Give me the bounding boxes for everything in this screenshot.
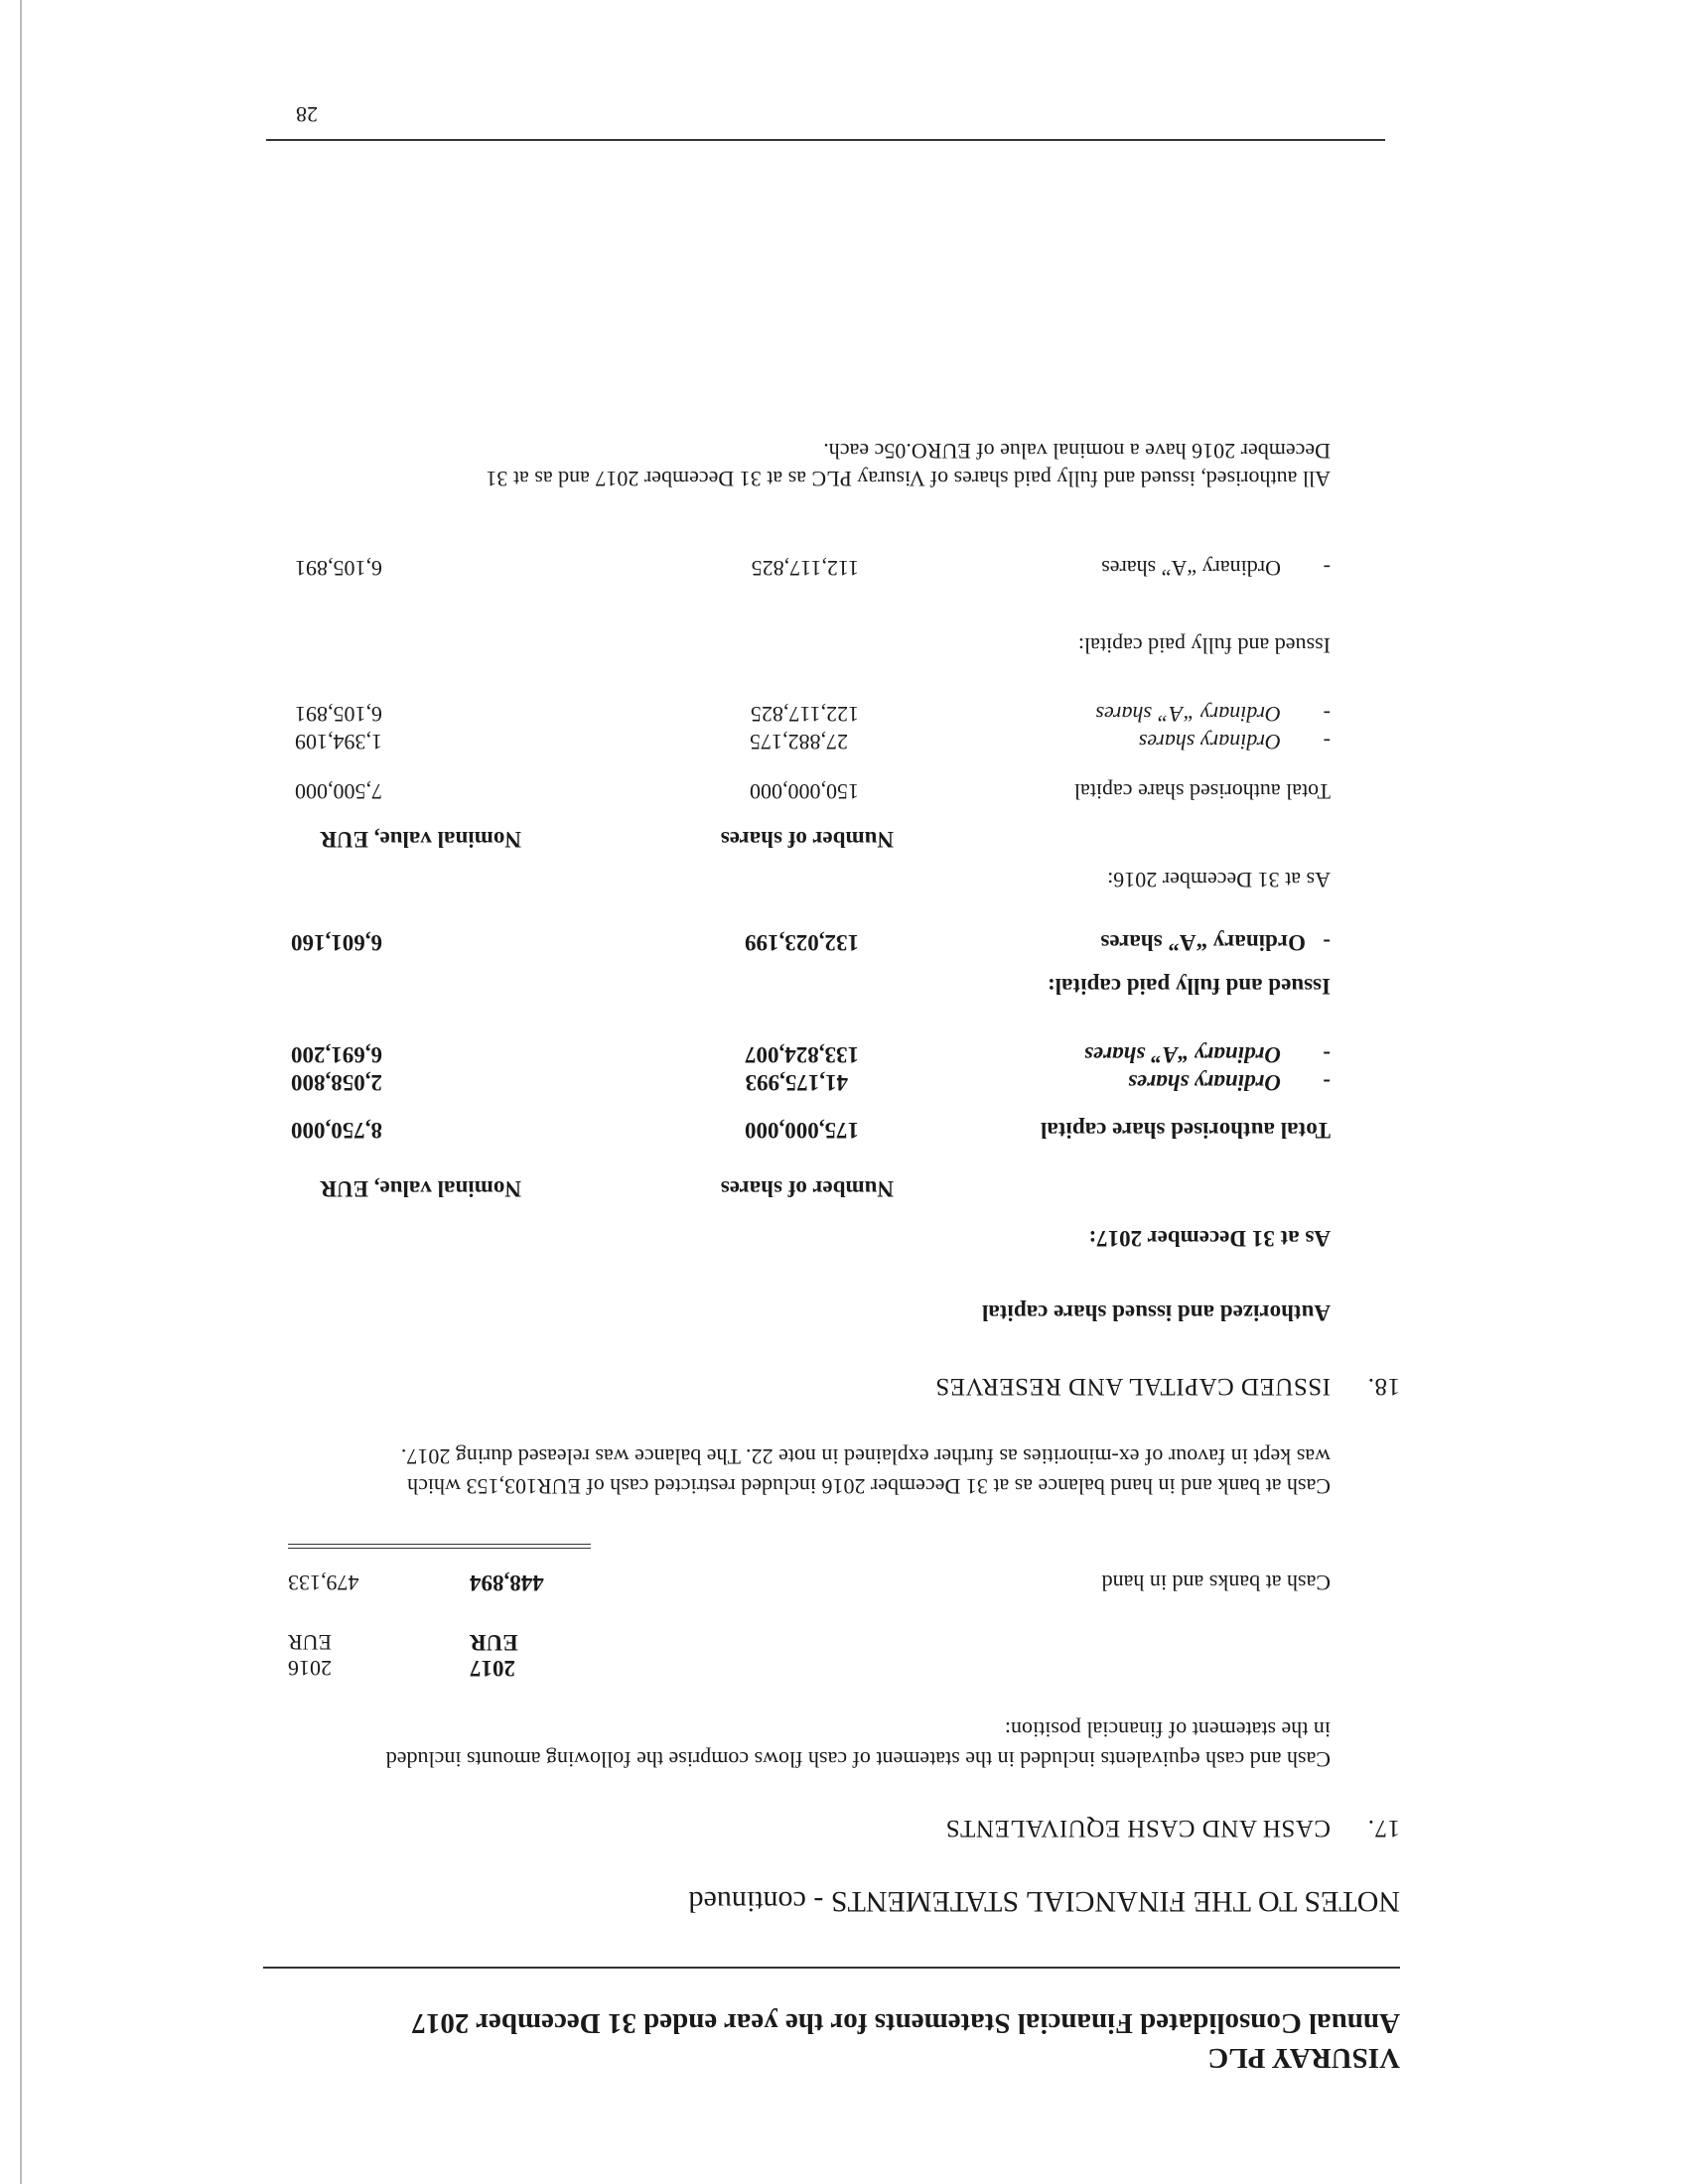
notes-title: NOTES TO THE FINANCIAL STATEMENTS - continued: [688, 1885, 1400, 1918]
total-authorised-value-2017: 8,750,000: [291, 1118, 382, 1143]
col-2017-year: 2017: [470, 1656, 515, 1681]
cash-row-label: Cash at banks and in hand: [1101, 1570, 1331, 1595]
as-at-2016: As at 31 December 2016:: [1107, 868, 1331, 892]
note18-heading: ISSUED CAPITAL AND RESERVES: [934, 1373, 1331, 1400]
total-authorised-label-2016: Total authorised share capital: [1073, 779, 1331, 804]
issued-row-label-2017: Ordinary “A” shares: [1100, 930, 1306, 955]
ordinary-label-2016: Ordinary shares: [1138, 730, 1281, 754]
footer-rule: [266, 139, 1385, 141]
cash-2017-value: 448,894: [470, 1570, 544, 1595]
cash-2016-value: 479,133: [288, 1570, 359, 1595]
total-authorised-label-2017: Total authorised share capital: [1040, 1118, 1331, 1143]
issued-dash-2017: -: [1323, 930, 1331, 955]
ordinary-label-2017: Ordinary shares: [1127, 1070, 1281, 1095]
col-2016-year: 2016: [288, 1656, 332, 1681]
ordinary-shares-2017: 41,175,993: [745, 1070, 848, 1095]
closing-line1: All authorised, issued and fully paid shares of Visuray PLC as at 31 December 2017 and as at 31: [486, 467, 1331, 491]
issued-label-2016: Issued and fully paid capital:: [1077, 633, 1331, 658]
note17-para-line2: was kept in favour of ex-minorities as further explained in note 22. The balance was released during 2017.: [400, 1444, 1331, 1469]
ordinary-a-row-2016: [1095, 701, 1331, 727]
total-authorised-shares-2016: 150,000,000: [750, 779, 859, 804]
ordinary-value-2017: 2,058,800: [291, 1070, 382, 1095]
col-number-of-shares-2017: Number of shares: [720, 1176, 894, 1201]
ordinary-a-shares-2016: 122,117,825: [750, 702, 859, 727]
total-authorised-value-2016: 7,500,000: [295, 779, 382, 804]
col-2017-unit: EUR: [470, 1630, 518, 1655]
total-double-rule: [288, 1544, 591, 1549]
note18-number: 18.: [1367, 1373, 1400, 1400]
ordinary-row-2016: [1139, 729, 1331, 754]
scan-edge-line: [20, 0, 22, 2184]
issued-shares-2016: 112,117,825: [751, 556, 859, 581]
ordinary-a-value-2017: 6,691,200: [291, 1042, 382, 1067]
total-authorised-shares-2017: 175,000,000: [745, 1118, 859, 1143]
ordinary-value-2016: 1,394,109: [295, 730, 382, 754]
ordinary-a-value-2016: 6,105,891: [295, 702, 382, 727]
ordinary-a-label-2017: Ordinary “A” shares: [1083, 1042, 1281, 1067]
note17-number: 17.: [1367, 1815, 1400, 1842]
issued-dash-2016: -: [1323, 556, 1331, 581]
share-capital-subheading: Authorized and issued share capital: [981, 1300, 1331, 1325]
ordinary-a-label-2016: Ordinary “A” shares: [1095, 702, 1281, 727]
note17-para-line1: Cash at bank and in hand balance as at 31 December 2016 included restricted cash of EUR103,153 which: [407, 1474, 1331, 1499]
ordinary-a-shares-2017: 133,824,007: [745, 1042, 859, 1067]
issued-value-2016: 6,105,891: [295, 556, 382, 581]
ordinary-a-dash-2017: -: [1323, 1042, 1331, 1067]
col-number-of-shares-2016: Number of shares: [720, 827, 894, 852]
ordinary-a-dash-2016: -: [1323, 702, 1331, 727]
company-name: VISURAY PLC: [1207, 2042, 1400, 2074]
page-number: 28: [296, 102, 318, 127]
col-2016-unit: EUR: [288, 1630, 332, 1655]
header-rule: [263, 1967, 1400, 1969]
issued-row-2016: [1101, 555, 1331, 581]
col-nominal-value-2016: Nominal value, EUR: [320, 827, 521, 852]
note17-intro-line1: Cash and cash equivalents included in the statement of cash flows comprise the following amounts included: [385, 1747, 1331, 1772]
ordinary-row-2017: [1128, 1069, 1331, 1095]
ordinary-a-row-2017: [1084, 1041, 1331, 1067]
closing-line2: December 2016 have a nominal value of EURO.05c each.: [823, 439, 1331, 464]
as-at-2017: As at 31 December 2017:: [1088, 1226, 1331, 1251]
issued-label-2017: Issued and fully paid capital:: [1047, 974, 1331, 999]
col-nominal-value-2017: Nominal value, EUR: [320, 1176, 521, 1201]
issued-row-label-2016: Ordinary “A” shares: [1101, 556, 1281, 581]
note17-intro-line2: in the statement of financial position:: [1004, 1717, 1331, 1742]
ordinary-dash-2016: -: [1323, 730, 1331, 754]
ordinary-dash-2017: -: [1323, 1070, 1331, 1095]
issued-row-2017: [1100, 929, 1331, 955]
ordinary-shares-2016: 27,882,175: [750, 730, 848, 754]
note17-heading: CASH AND CASH EQUIVALENTS: [945, 1815, 1331, 1842]
issued-shares-2017: 132,023,199: [745, 930, 859, 955]
issued-value-2017: 6,601,160: [291, 930, 382, 955]
report-subtitle: Annual Consolidated Financial Statements for the year ended 31 December 2017: [411, 2007, 1400, 2039]
